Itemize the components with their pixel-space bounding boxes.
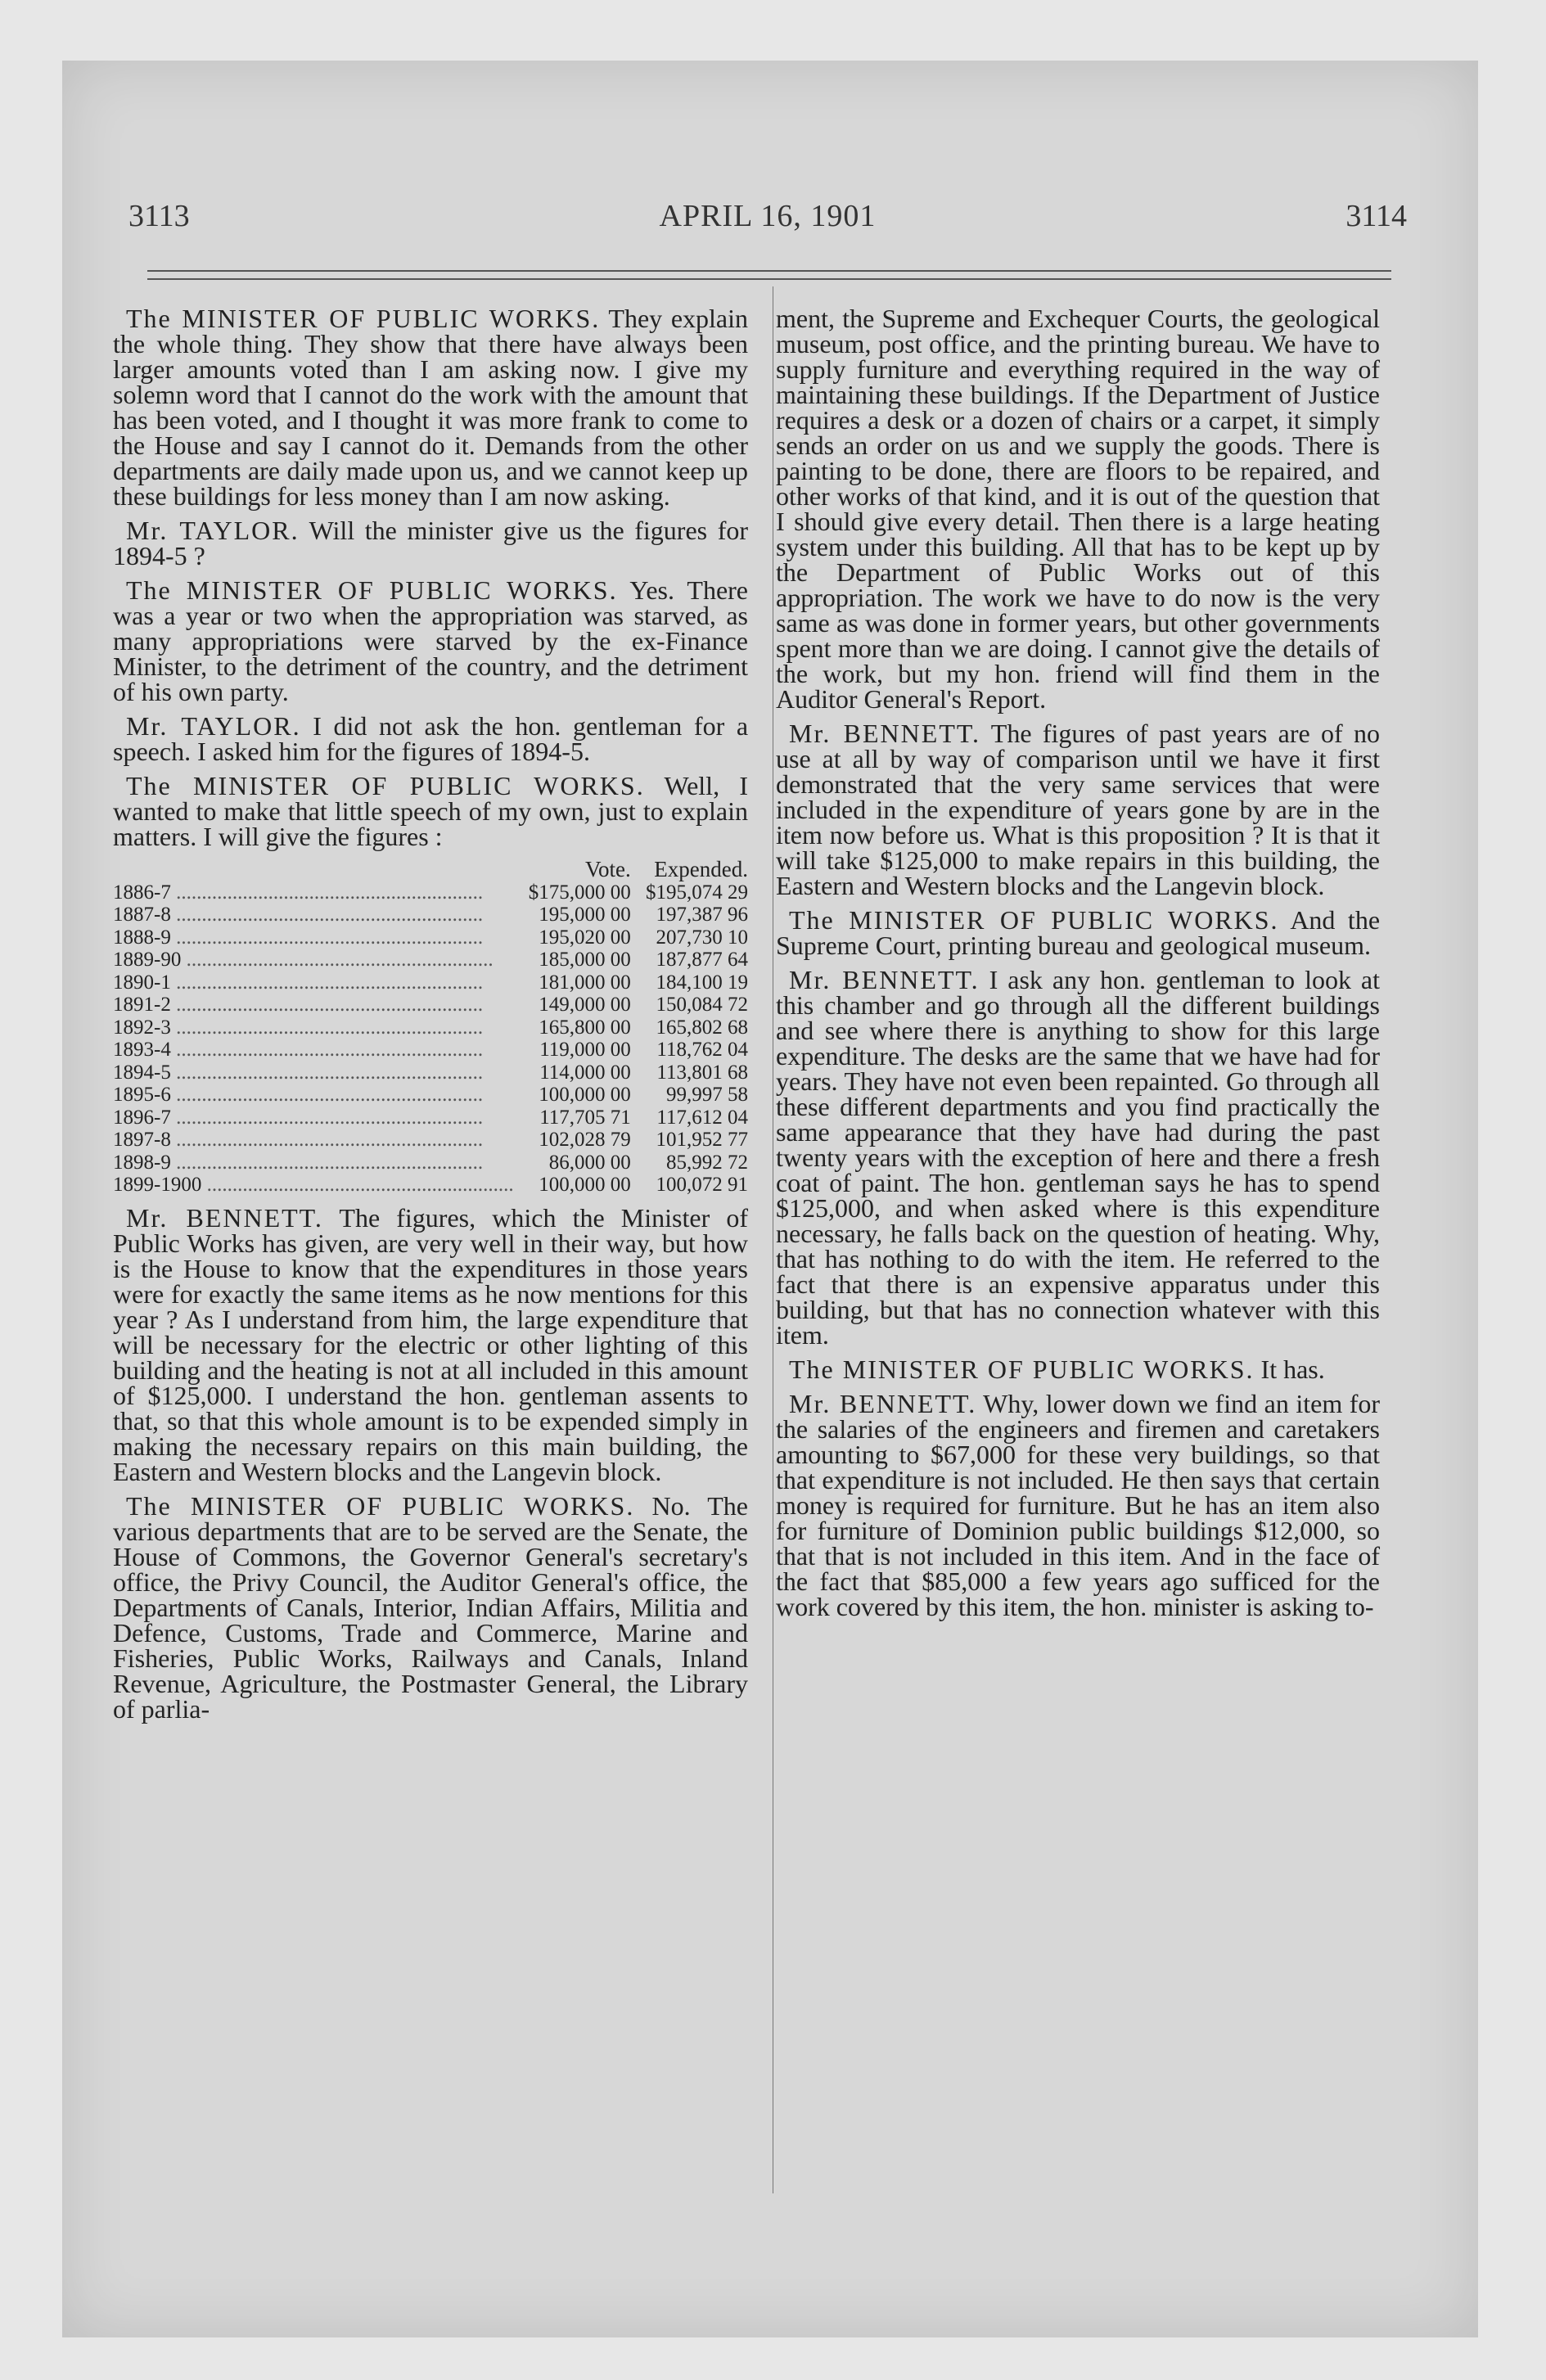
- figures-table: [113, 859, 748, 1197]
- paragraph: [776, 1357, 1380, 1382]
- vote-cell: 119,000 00: [539, 1039, 631, 1061]
- speaker-name: Mr. BENNETT.: [789, 965, 980, 994]
- vote-cell: $175,000 00: [528, 881, 631, 904]
- paragraph: [113, 306, 748, 509]
- dot-leader: ............................................................: [170, 1039, 484, 1061]
- expended-cell: 118,762 04: [656, 1039, 748, 1061]
- expended-cell: 184,100 19: [656, 971, 748, 994]
- dot-leader: ............................................................: [201, 1174, 514, 1196]
- expended-cell: 150,084 72: [656, 994, 748, 1016]
- paragraph-text: I ask any hon. gentleman to look at this chamber and go through all the different buildings and see where there is anything to show for this large expenditure. The desks are the same that we have had for years. They have not even been repainted. Go through all these different departments and you find practically the same appearance that they have had during the past twenty years with the exception of here and there a fresh coat of paint. The hon. gentleman says he has to spend $125,000, and when asked where is this expenditure necessary, he falls back on the question of heating. Why, that has nothing to do with the item. He referred to the fact that there is an expensive apparatus under this building, but that has no connection whatever with this item.: [776, 965, 1381, 1350]
- vote-cell: 100,000 00: [539, 1084, 631, 1106]
- dot-leader: ............................................................: [170, 1016, 484, 1039]
- year-cell: 1887-8: [113, 904, 171, 926]
- table-row: [113, 1152, 748, 1174]
- expended-cell: 117,612 04: [656, 1106, 748, 1129]
- paragraph-text: It has.: [1260, 1355, 1325, 1384]
- vote-cell: 185,000 00: [539, 949, 631, 971]
- speaker-name: Mr. TAYLOR.: [126, 711, 301, 741]
- year-cell: 1890-1: [113, 971, 171, 994]
- table-row: [113, 881, 748, 904]
- paragraph-text: The figures of past years are of no use at all by way of comparison until we have it first demonstrated that the very same services that were included in the expenditure of years gone by are in the item now before us. What is this proposition ? It is that it will take $125,000 to make repairs in this building, the Eastern and Western blocks and the Langevin block.: [776, 719, 1380, 900]
- paragraph: [776, 967, 1380, 1348]
- paragraph: [113, 518, 748, 569]
- year-cell: 1889-90: [113, 949, 182, 971]
- speaker-name: The MINISTER OF PUBLIC WORKS.: [789, 1355, 1255, 1384]
- dot-leader: ............................................................: [170, 926, 484, 949]
- page-header: [128, 198, 1407, 247]
- year-cell: 1893-4: [113, 1039, 171, 1061]
- year-cell: 1888-9: [113, 926, 171, 949]
- table-row: [113, 949, 748, 971]
- expended-cell: 99,997 58: [666, 1084, 748, 1106]
- speaker-name: The MINISTER OF PUBLIC WORKS.: [126, 771, 645, 800]
- table-row: [113, 1084, 748, 1107]
- table-row: [113, 1016, 748, 1039]
- expended-column-header: Expended.: [654, 857, 748, 881]
- year-cell: 1898-9: [113, 1151, 171, 1174]
- speaker-name: Mr. BENNETT.: [789, 719, 981, 748]
- table-row: [113, 994, 748, 1016]
- vote-column-header: Vote.: [585, 857, 631, 881]
- paragraph-text: ment, the Supreme and Exchequer Courts, the geological museum, post office, and the printing bureau. We have to supply furniture and everything required in the way of maintaining these buildings. If the Department of Justice requires a desk or a dozen of chairs or a carpet, it simply sends an order on us and we supply the goods. There is painting to be done, there are floors to be repaired, and other works of that kind, and it is out of the question that I should give every detail. Then there is a large heating system under this building. All that has to be kept up by the Department of Public Works out of this appropriation. The work we have to do now is the very same as was done in former years, but other governments spent more than we are doing. I cannot give the details of the work, but my hon. friend will find them in the Auditor General's Report.: [776, 304, 1380, 714]
- paragraph-text: No. The various departments that are to be served are the Senate, the House of Commons, the Governor General's secretary's office, the Privy Council, the Auditor General's office, the Departments of Canals, Interior, Indian Affairs, Militia and Defence, Customs, Trade and Commerce, Marine and Fisheries, Public Works, Railways and Canals, Inland Revenue, Agriculture, the Postmaster General, the Library of parlia-: [113, 1490, 749, 1724]
- expended-cell: 165,802 68: [656, 1016, 748, 1039]
- expended-cell: 187,877 64: [656, 949, 748, 971]
- speaker-name: The MINISTER OF PUBLIC WORKS.: [126, 1490, 635, 1521]
- paragraph-text: Why, lower down we find an item for the salaries of the engineers and firemen and caretakers amounting to $67,000 for these very buildings, so that that expenditure is not included. He then says that certain money is required for furniture. But he has an item also for furniture of Dominion public buildings $12,000, so that that is not included in this item. And in the face of the fact that $85,000 a few years ago sufficed for the work covered by this item, the hon. minister is asking to-: [776, 1389, 1381, 1621]
- expended-cell: 85,992 72: [666, 1151, 748, 1174]
- year-cell: 1894-5: [113, 1061, 171, 1084]
- dot-leader: ............................................................: [170, 904, 484, 926]
- paragraph: [113, 1490, 749, 1724]
- speaker-name: The MINISTER OF PUBLIC WORKS.: [789, 905, 1279, 935]
- speaker-name: Mr. BENNETT.: [789, 1389, 977, 1418]
- table-row: [113, 904, 748, 926]
- page-date: APRIL 16, 1901: [659, 199, 877, 233]
- paragraph: [113, 575, 749, 706]
- page-number-left: 3113: [128, 199, 190, 233]
- dot-leader: ............................................................: [170, 994, 484, 1016]
- paragraph-text: I did not ask the hon. gentleman for a speech. I asked him for the figures of 1894-5.: [113, 711, 749, 766]
- expended-cell: 100,072 91: [656, 1174, 748, 1196]
- paragraph-text: Well, I wanted to make that little speech of my own, just to explain matters. I will give the figures :: [113, 771, 749, 851]
- vote-cell: 117,705 71: [539, 1106, 631, 1129]
- table-row: [113, 1107, 748, 1129]
- table-row: [113, 1039, 748, 1062]
- left-column: [113, 306, 748, 1731]
- paragraph: [113, 773, 748, 850]
- table-row: [113, 1062, 748, 1084]
- speaker-name: Mr. TAYLOR.: [126, 516, 300, 545]
- vote-cell: 86,000 00: [548, 1151, 631, 1174]
- year-cell: 1899-1900: [113, 1174, 202, 1196]
- paragraph: [776, 721, 1380, 899]
- paragraph: [776, 1391, 1380, 1620]
- year-cell: 1891-2: [113, 994, 171, 1016]
- year-cell: 1886-7: [113, 881, 171, 904]
- dot-leader: ............................................................: [170, 1061, 484, 1084]
- speaker-name: The MINISTER OF PUBLIC WORKS.: [126, 575, 618, 605]
- vote-cell: 165,800 00: [539, 1016, 631, 1039]
- dot-leader: ............................................................: [170, 1084, 484, 1106]
- year-cell: 1895-6: [113, 1084, 171, 1106]
- paragraph: [113, 1202, 749, 1486]
- vote-cell: 102,028 79: [539, 1129, 631, 1151]
- dot-leader: ............................................................: [170, 971, 484, 994]
- header-rule-second: [147, 278, 1391, 280]
- expended-cell: $195,074 29: [646, 881, 748, 904]
- paragraph: [776, 905, 1381, 960]
- vote-cell: 149,000 00: [539, 994, 631, 1016]
- year-cell: 1897-8: [113, 1129, 171, 1151]
- table-row: [113, 926, 748, 949]
- expended-cell: 101,952 77: [656, 1129, 748, 1151]
- paragraph-text: And the Supreme Court, printing bureau and geological museum.: [776, 905, 1381, 960]
- table-row: [113, 1174, 748, 1197]
- paragraph-text: Will the minister give us the figures for 1894-5 ?: [113, 516, 749, 570]
- paragraph: [113, 711, 749, 766]
- year-cell: 1892-3: [113, 1016, 171, 1039]
- paragraph-text: Yes. There was a year or two when the appropriation was starved, as many appropriations were starved by the ex-Finance Minister, to the detriment of the country, and the detriment of his own party.: [113, 575, 749, 706]
- dot-leader: ............................................................: [170, 1151, 484, 1174]
- paragraph: [776, 306, 1380, 712]
- header-rule: [147, 270, 1391, 272]
- page-number-right: 3114: [1345, 199, 1407, 233]
- paragraph-text: They explain the whole thing. They show that there have always been larger amounts voted than I am asking now. I give my solemn word that I cannot do the work with the amount that has been voted, and I thought it was more frank to come to the House and say I cannot do it. Demands from the other departments are daily made upon us, and we cannot keep up these buildings for less money than I am now asking.: [113, 304, 749, 511]
- expended-cell: 207,730 10: [656, 926, 748, 949]
- year-cell: 1896-7: [113, 1106, 171, 1129]
- dot-leader: ............................................................: [170, 881, 484, 904]
- dot-leader: ............................................................: [170, 1129, 484, 1151]
- speaker-name: Mr. BENNETT.: [126, 1202, 323, 1233]
- figures-table-body: [113, 881, 748, 1197]
- expended-cell: 197,387 96: [656, 904, 748, 926]
- speaker-name: The MINISTER OF PUBLIC WORKS.: [126, 304, 601, 333]
- table-row: [113, 971, 748, 994]
- table-row: [113, 1129, 748, 1152]
- right-column: [776, 306, 1380, 1629]
- vote-cell: 100,000 00: [539, 1174, 631, 1196]
- expended-cell: 113,801 68: [656, 1061, 748, 1084]
- vote-cell: 195,000 00: [539, 904, 631, 926]
- paragraph-text: The figures, which the Minister of Public Works has given, are very well in their way, but how is the House to know that the expenditures in those years were for exactly the same items as he now mentions for this year ? As I understand from him, the large expenditure that will be necessary for the electric or other lighting of this building and the heating is not at all included in this amount of $125,000. I understand the hon. gentleman assents to that, so that this whole amount is to be expended simply in making the necessary repairs on this main building, the Eastern and Western blocks and the Langevin block.: [113, 1202, 749, 1486]
- dot-leader: ............................................................: [181, 949, 494, 971]
- dot-leader: ............................................................: [170, 1106, 484, 1129]
- vote-cell: 195,020 00: [539, 926, 631, 949]
- vote-cell: 181,000 00: [539, 971, 631, 994]
- vote-cell: 114,000 00: [539, 1061, 631, 1084]
